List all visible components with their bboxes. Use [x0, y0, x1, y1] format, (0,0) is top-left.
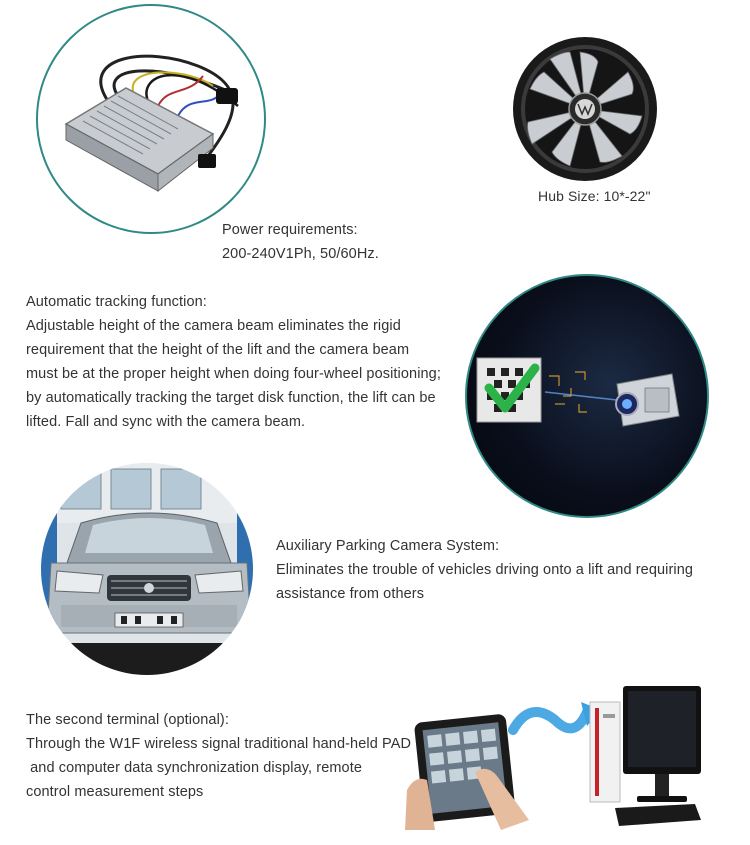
terminal-line: Through the W1F wireless signal traditional hand-held PAD	[26, 736, 412, 752]
power-title: Power requirements:	[222, 222, 358, 238]
parking-text	[276, 534, 693, 606]
car-front-photo	[39, 461, 255, 677]
hub-size-caption: Hub Size: 10*-22"	[538, 188, 651, 204]
power-supply-illustration	[38, 6, 264, 232]
terminal-text	[26, 708, 411, 804]
terminal-line: and computer data synchronization display, remote	[26, 760, 362, 776]
power-supply-photo	[36, 4, 266, 234]
terminal-line: control measurement steps	[26, 784, 204, 800]
parking-line: Auxiliary Parking Camera System:	[276, 538, 500, 554]
camera-tracking-illustration	[467, 276, 707, 516]
tracking-line: lifted. Fall and sync with the camera beam.	[26, 414, 306, 430]
car-illustration	[41, 463, 255, 677]
parking-line: Eliminates the trouble of vehicles driving onto a lift and requiring	[276, 562, 694, 578]
power-requirements-text	[222, 218, 379, 266]
tracking-line: by automatically tracking the target disk function, the lift can be	[26, 390, 436, 406]
parking-line: assistance from others	[276, 586, 425, 602]
camera-tracking-photo	[465, 274, 709, 518]
tracking-line: Automatic tracking function:	[26, 294, 207, 310]
terminal-line: The second terminal (optional):	[26, 712, 229, 728]
tablet-computer-photo	[405, 680, 705, 830]
wheel-hub-illustration	[510, 34, 660, 184]
wheel-hub-photo	[510, 34, 660, 184]
tracking-line: must be at the proper height when doing four-wheel positioning;	[26, 366, 441, 382]
tracking-line: Adjustable height of the camera beam eliminates the rigid	[26, 318, 401, 334]
tracking-text	[26, 290, 441, 434]
tracking-line: requirement that the height of the lift and the camera beam	[26, 342, 410, 358]
tablet-computer-illustration	[405, 680, 705, 830]
power-spec: 200-240V1Ph, 50/60Hz.	[222, 246, 379, 262]
wireless-arrow-icon	[513, 712, 587, 730]
